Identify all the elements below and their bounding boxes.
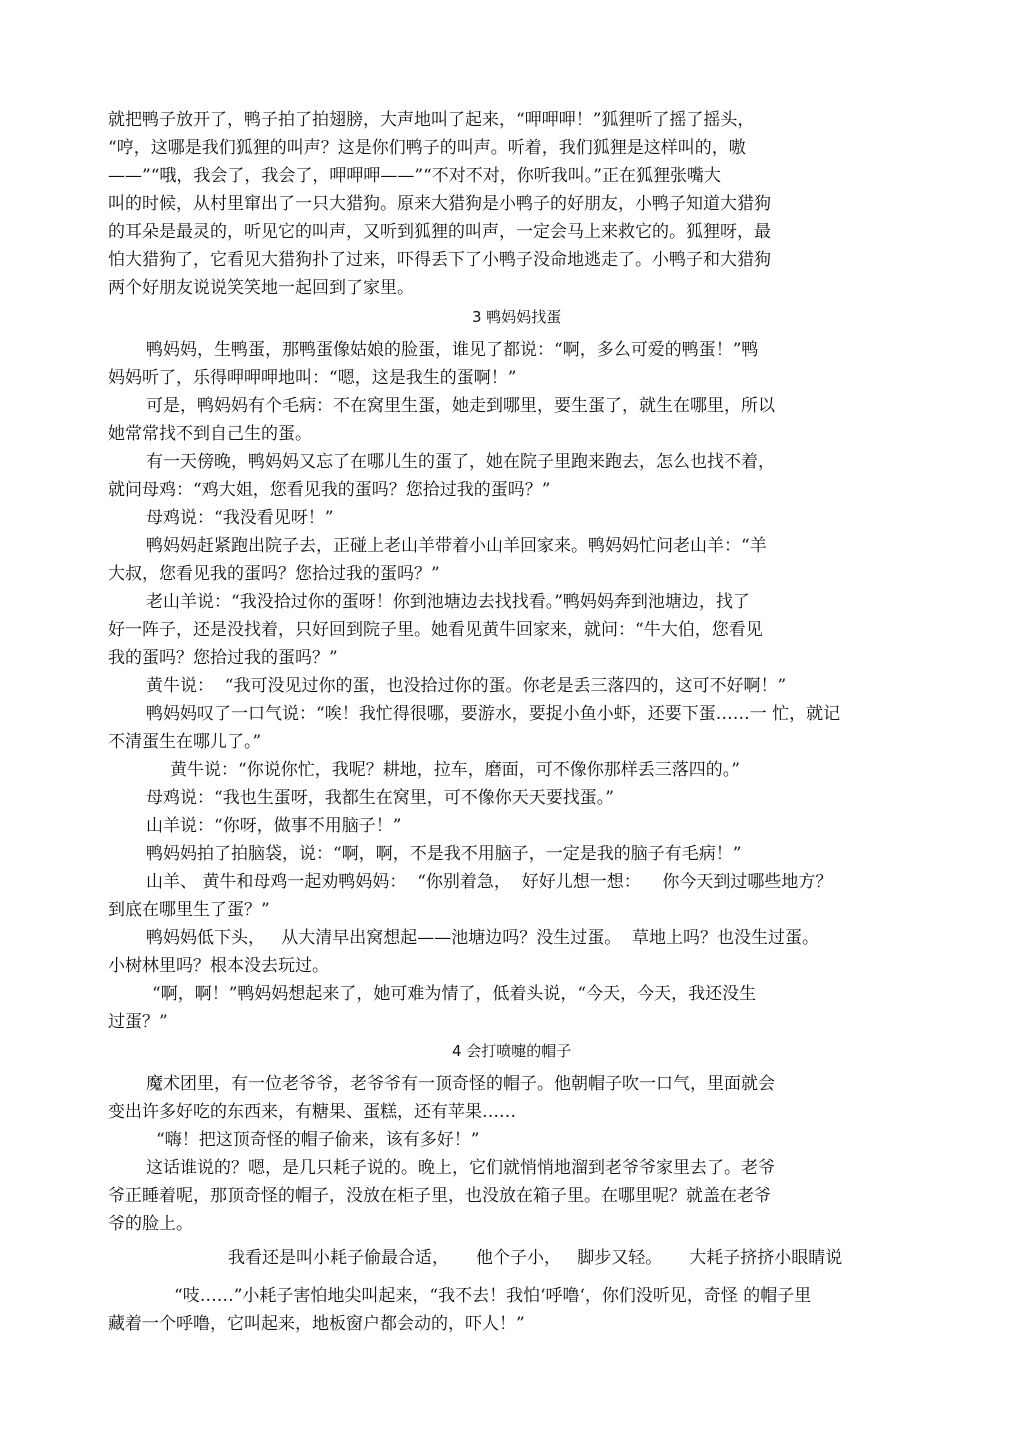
story3-line: 母鸡说：“我也生蛋呀，我都生在窝里，可不像你天天要找蛋。” [146,788,614,808]
story3-line: 到底在哪里生了蛋？” [108,900,270,920]
story4-line: “吱……”小耗子害怕地尖叫起来，“我不去！我怕‘呼噜‘，你们没听见，奇怪 的帽子里 [174,1286,812,1306]
story3-line: 妈妈听了，乐得呷呷呷地叫：“嗯，这是我生的蛋啊！” [108,368,517,388]
story3-line: 她常常找不到自己生的蛋。 [108,424,312,444]
story3-line: 黄牛说： “我可没见过你的蛋，也没拾过你的蛋。你老是丢三落四的，这可不好啊！” [146,676,787,696]
story3-line: 山羊说：“你呀，做事不用脑子！” [146,816,402,836]
story4-line: 这话谁说的？嗯，是几只耗子说的。晚上，它们就悄悄地溜到老爷爷家里去了。老爷 [146,1158,775,1178]
story3-line: 好一阵子，还是没找着，只好回到院子里。她看见黄牛回家来，就问：“牛大伯，您看见 [108,620,763,640]
story3-line: 山羊、 黄牛和母鸡一起劝鸭妈妈： “你别着急， 好好儿想一想： 你今天到过哪些地方？ [146,872,833,892]
story2-line-3: ——”“哦，我会了，我会了，呷呷呷——”“不对不对，你听我叫。”正在狐狸张嘴大 [108,166,721,186]
story4-title: 4 会打喷嚏的帽子 [452,1042,572,1060]
story3-line: 鸭妈妈拍了拍脑袋，说：“啊，啊，不是我不用脑子，一定是我的脑子有毛病！” [146,844,742,864]
story3-line: 鸭妈妈叹了一口气说：“唉！我忙得很哪，要游水，要捉小鱼小虾，还要下蛋……一 忙，就记 [146,704,841,724]
story2-line-4: 叫的时候，从村里窜出了一只大猎狗。原来大猎狗是小鸭子的好朋友，小鸭子知道大猎狗 [108,194,771,214]
story2-line-6: 怕大猎狗了，它看见大猎狗扑了过来，吓得丢下了小鸭子没命地逃走了。小鸭子和大猎狗 [108,250,771,270]
story3-line: 黄牛说：“你说你忙，我呢？耕地，拉车，磨面，可不像你那样丢三落四的。” [170,760,740,780]
story3-line: 过蛋？” [108,1012,168,1032]
story2-line-5: 的耳朵是最灵的，听见它的叫声，又听到狐狸的叫声，一定会马上来救它的。狐狸呀，最 [108,222,771,242]
story3-line: 母鸡说：“我没看见呀！” [146,508,334,528]
story3-line: 老山羊说：“我没拾过你的蛋呀！你到池塘边去找找看。”鸭妈妈奔到池塘边，找了 [146,592,750,612]
story3-line: 鸭妈妈赶紧跑出院子去，正碰上老山羊带着小山羊回家来。鸭妈妈忙问老山羊：“羊 [146,536,767,556]
story3-line: 小树林里吗？根本没去玩过。 [108,956,329,976]
story3-line: 鸭妈妈，生鸭蛋，那鸭蛋像姑娘的脸蛋，谁见了都说：“啊，多么可爱的鸭蛋！”鸭 [146,340,759,360]
story3-line: 大叔，您看见我的蛋吗？您拾过我的蛋吗？” [108,564,440,584]
story3-line: 不清蛋生在哪儿了。” [108,732,262,752]
story4-line: “嗨！把这顶奇怪的帽子偷来，该有多好！” [156,1130,480,1150]
story4-line: 爷正睡着呢，那顶奇怪的帽子，没放在柜子里，也没放在箱子里。在哪里呢？就盖在老爷 [108,1186,771,1206]
story4-line: 我看还是叫小耗子偷最合适， 他个子小， 脚步又轻。 大耗子挤挤小眼睛说 [228,1248,843,1268]
story4-line: 藏着一个呼噜，它叫起来，地板窗户都会动的，吓人！” [108,1314,525,1334]
story3-line: 有一天傍晚，鸭妈妈又忘了在哪儿生的蛋了，她在院子里跑来跑去，怎么也找不着， [146,452,775,472]
story2-line-2: “哼，这哪是我们狐狸的叫声？这是你们鸭子的叫声。听着，我们狐狸是这样叫的，嗷 [108,138,746,158]
story2-line-1: 就把鸭子放开了，鸭子拍了拍翅膀，大声地叫了起来，“呷呷呷！”狐狸听了摇了摇头， [108,110,755,130]
story4-line: 变出许多好吃的东西来，有糖果、蛋糕，还有苹果…… [108,1102,516,1122]
story3-line: “啊，啊！”鸭妈妈想起来了，她可难为情了，低着头说，“今天，今天，我还没生 [152,984,757,1004]
story4-line: 魔术团里，有一位老爷爷，老爷爷有一顶奇怪的帽子。他朝帽子吹一口气，里面就会 [146,1074,775,1094]
story3-line: 就问母鸡：“鸡大姐，您看见我的蛋吗？您拾过我的蛋吗？” [108,480,551,500]
story3-line: 鸭妈妈低下头， 从大清早出窝想起——池塘边吗？没生过蛋。 草地上吗？也没生过蛋。 [146,928,820,948]
story4-line: 爷的脸上。 [108,1214,193,1234]
story3-title: 3 鸭妈妈找蛋 [472,308,562,326]
story3-line: 我的蛋吗？您拾过我的蛋吗？” [108,648,338,668]
story3-line: 可是，鸭妈妈有个毛病：不在窝里生蛋，她走到哪里，要生蛋了，就生在哪里，所以 [146,396,775,416]
story2-line-7: 两个好朋友说说笑笑地一起回到了家里。 [108,278,414,298]
